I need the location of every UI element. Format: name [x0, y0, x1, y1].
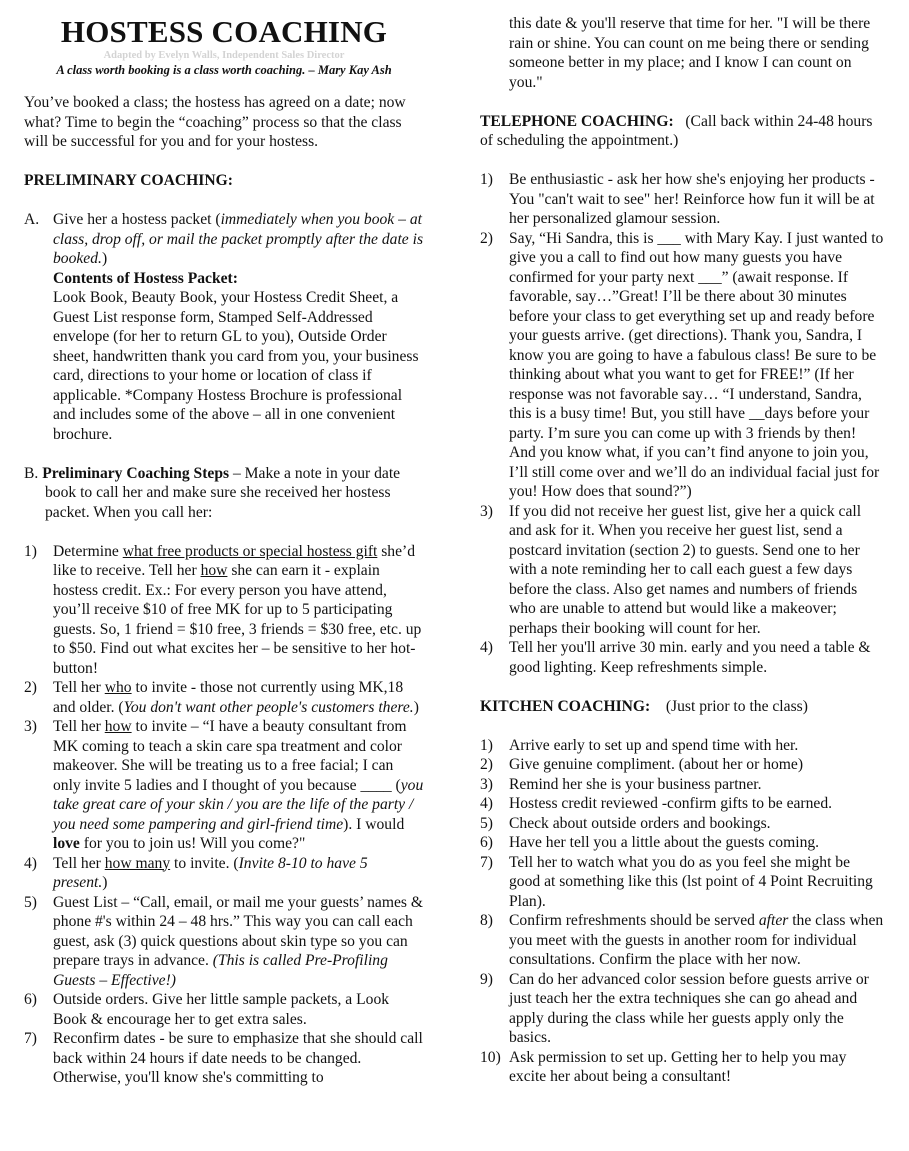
list-item: 1) Arrive early to set up and spend time with her. — [480, 736, 799, 754]
telephone-list — [480, 170, 885, 677]
list-item: 6) Outside orders. Give her little sample packets, a Look Book & encourage her to get extra sales. — [24, 991, 390, 1028]
list-item: 4) Tell her how many to invite. (Invite 8-10 to have 5 present.) — [24, 854, 368, 891]
kitchen-list — [480, 736, 885, 1087]
list-item: 2) Give genuine compliment. (about her or home) — [480, 756, 804, 773]
kitchen-note: (Just prior to the class) — [665, 697, 808, 715]
section-a — [24, 210, 424, 444]
epigraph-quote: A class worth booking is a class worth coaching. – Mary Kay Ash — [56, 63, 392, 77]
section-a-marker: A. — [24, 211, 40, 228]
section-b: B. Preliminary Coaching Steps – Make a note in your date book to call her and make sure she received her hostess packet. When you call her: — [24, 464, 401, 521]
packet-contents-heading: Contents of Hostess Packet: — [53, 269, 238, 287]
telephone-heading: TELEPHONE COACHING: (Call back within 24-48 hours of scheduling the appointment.) — [480, 112, 873, 149]
list-item: 5) Check about outside orders and bookings. — [480, 814, 771, 832]
list-item: 8) Confirm refreshments should be served after the class when you meet with the guests in another room for individual consultations. Confirm the place with her now. — [480, 912, 884, 968]
right-column — [480, 0, 885, 1087]
list-item: 7) Tell her to watch what you do as you feel she might be good at something like this (lst point of 4 Point Recruiting Plan). — [480, 853, 873, 910]
continuation-text: this date & you'll reserve that time for her. "I will be there rain or shine. You can count on me being there or sending someone better in my place; and I know I can count on you." — [509, 15, 871, 91]
list-item: 3) Tell her how to invite – “I have a beauty consultant from MK coming to teach a skin care spa treatment and color makeover. She will be treating us to a free facial; I can only invite 5 ladies and I thought of you because ____ (you take great care of your skin / you are the life of the party / you need some pampering and girl-friend time). I would love for you to join us! Will you come?" — [24, 718, 424, 852]
list-item: 1) Determine what free products or special hostess gift she’d like to receive. Tell her how she can earn it - explain hostess credit. Ex.: For every person you have attend, you’ll receive $10 of free MK for up to 5 participating guests. So, 1 friend = $10 free, 3 friends = $30 free, etc. up to $50. Find out what excites her – be sensitive to her hot-button! — [24, 542, 422, 677]
preliminary-steps-list — [24, 542, 424, 1088]
list-item: 9) Can do her advanced color session before guests arrive or just teach her the extra techniques she can go ahead and apply during the class while her guests apply only the basics. — [480, 970, 869, 1046]
page-title: HOSTESS COACHING — [60, 14, 388, 49]
left-column — [24, 0, 424, 1088]
preliminary-heading: PRELIMINARY COACHING: — [24, 172, 233, 189]
list-item: 10) Ask permission to set up. Getting her to help you may excite her about being a consultant! — [480, 1048, 847, 1085]
list-item: 7) Reconfirm dates - be sure to emphasize that she should call back within 24 hours if date needs to be changed. Otherwise, you'll know she's committing to — [24, 1030, 423, 1086]
section-a-text: Give her a hostess packet (immediately when you book – at class, drop off, or mail the packet promptly after the date is booked.) — [53, 211, 424, 267]
packet-contents-text: Look Book, Beauty Book, your Hostess Credit Sheet, a Guest List response form, Stamped Self-Addressed envelope (for her to return GL to you), Outside Order sheet, handwritten thank you card from you, your business card, directions to your home or location of class if applicable. *Company Hostess Brochure is professional and includes some of the above – all in one convenient brochure. — [53, 289, 419, 443]
list-item: 3) If you did not receive her guest list, give her a quick call and ask for it. When you receive her guest list, send a postcard invitation (section 2) to guests. Send one to her with a note reminding her to call each guest a few days before the class. Also get names and numbers of friends who are unable to attend but would like a makeover; perhaps their booking will count for her. — [480, 502, 862, 637]
list-item: 5) Guest List – “Call, email, or mail me your guests’ names & phone #'s within 24 – 48 hrs.” This way you can call each guest, ask (3) quick questions about skin type so you can prepare trays in advance. (This is called Pre-Profiling Guests – Effective!) — [24, 893, 423, 989]
telephone-note: (Call back within 24-48 hours of scheduling the appointment.) — [480, 112, 873, 149]
kitchen-heading: KITCHEN COACHING: (Just prior to the class) — [480, 697, 808, 715]
list-item: 4) Tell her you'll arrive 30 min. early and you need a table & good lighting. Keep refreshments simple. — [480, 639, 871, 676]
intro-paragraph: You’ve booked a class; the hostess has agreed on a date; now what? Time to begin the “coaching” process so that the class will be successful for you and for your hostess. — [24, 94, 406, 150]
author-credit: Adapted by Evelyn Walls, Independent Sales Director — [103, 50, 345, 61]
list-item: 2) Say, “Hi Sandra, this is ___ with Mary Kay. I just wanted to give you a call to find out how many guests you have confirmed for your party next ___” (await response. If favorable, say…”Great! I’ll be there about 30 minutes before your class to get everything set up and ready before your guests arrive. (get directions). Thank you, Sandra, I know you are going to have a fabulous class! Be sure to be thinking about what you want to get for FREE!” (If her response was not favorable say… “I understand, Sandra, this is a busy time! But, you still have __days before your party. I’m sure you can come up with 3 friends by then! And you know what, if you can’t find anyone to join you, I’ll still come over and we’ll do an individual facial just for you! How does that sound?”) — [480, 229, 884, 500]
list-item: 1) Be enthusiastic - ask her how she's enjoying her products - You "can't wait to see" her! Reinforce how fun it will be at her personalized glamour session. — [480, 171, 875, 227]
list-item: 3) Remind her she is your business partner. — [480, 775, 762, 793]
list-item: 6) Have her tell you a little about the guests coming. — [480, 834, 820, 851]
list-item: 2) Tell her who to invite - those not currently using MK,18 and older. (You don't want other people's customers there.) — [24, 679, 419, 716]
list-item: 4) Hostess credit reviewed -confirm gifts to be earned. — [480, 795, 833, 812]
